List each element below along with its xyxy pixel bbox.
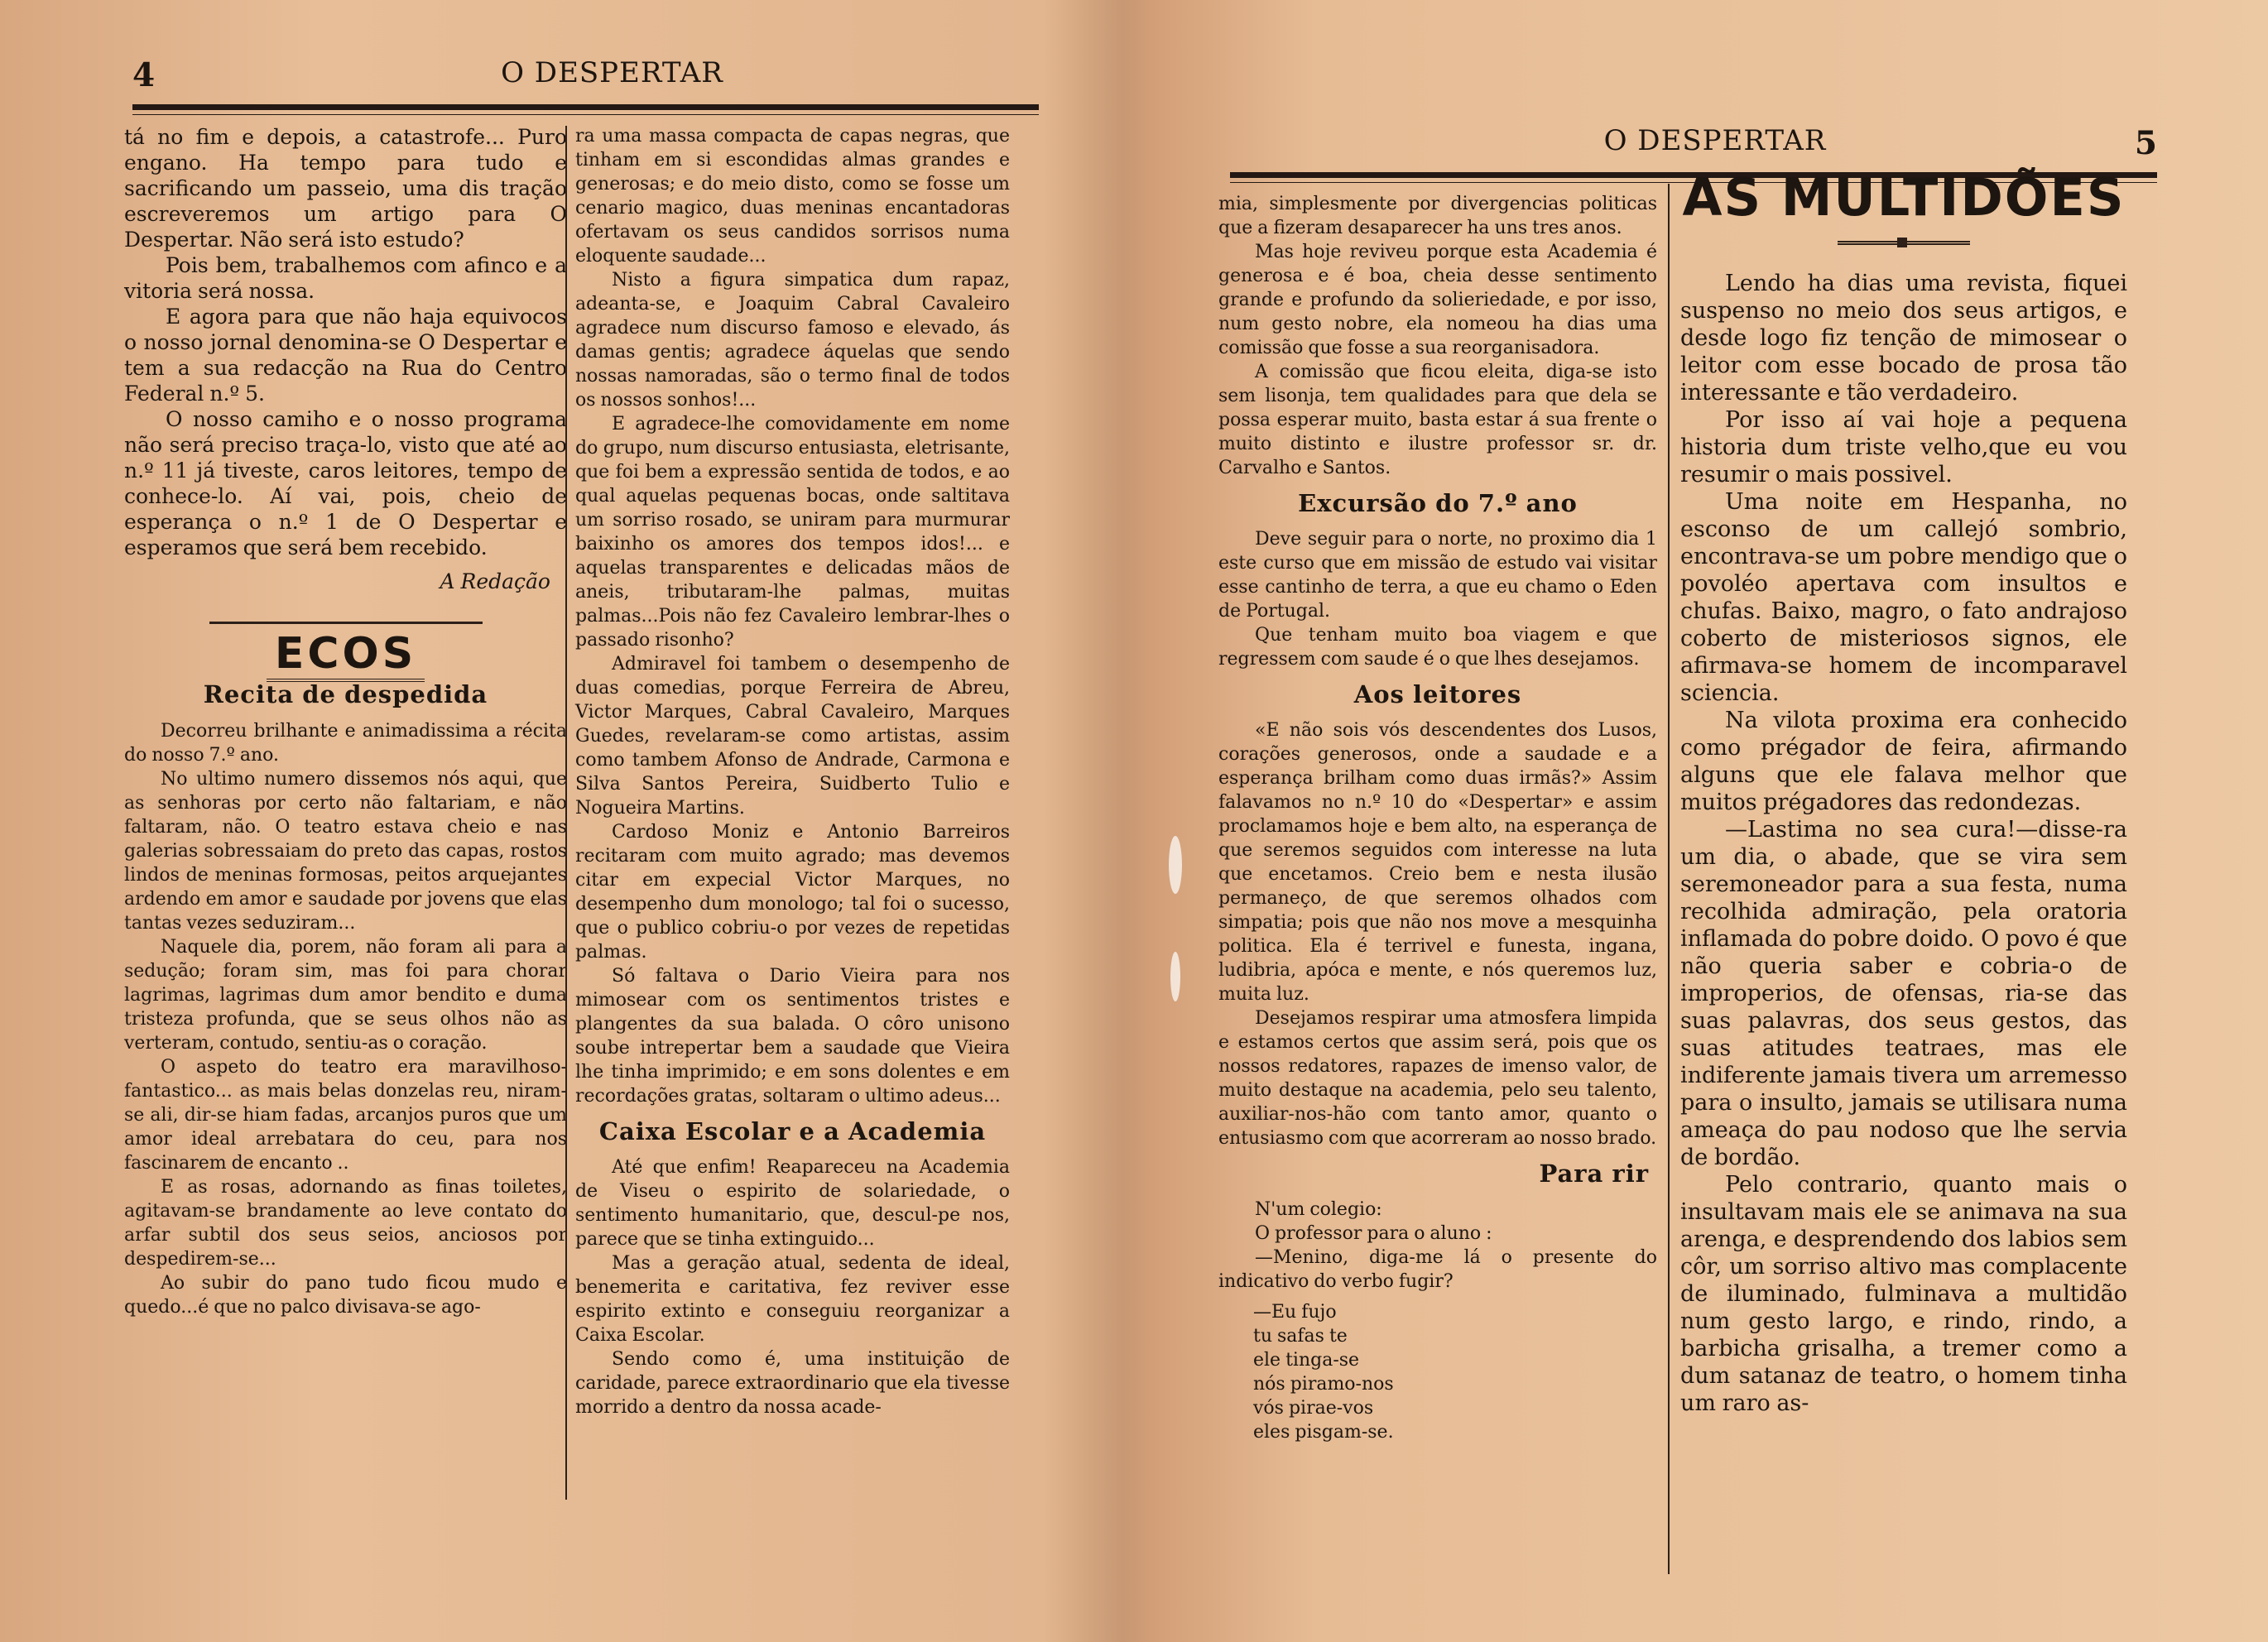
subhead: Aos leitores	[1353, 680, 1522, 708]
paper-wear	[1169, 836, 1182, 894]
right-page-column-1	[1218, 192, 1657, 1444]
title-ornament	[1680, 224, 2127, 252]
paragraph: O nosso camiho e o nosso programa não será preciso traça-lo, visto que até ao n.º 11 já tiveste, caros leitores, tempo de conhece-lo. Aí vai, pois, cheio de esperança o n.º 1 de O Despertar e esperamos que será bem recebido.	[124, 407, 567, 559]
paragraph: Deve seguir para o norte, no proximo dia 1 este curso que em missão de estudo vai visitar esse cantinho de terra, a que eu chamo o Eden de Portugal.	[1218, 529, 1657, 622]
paragraph: E as rosas, adornando as finas toiletes, agitavam-se brandamente ao leve contato do arfar subtil dos seus seios, anciosos por despedirem-se...	[124, 1177, 567, 1270]
paragraph: Até que enfim! Reapareceu na Academia de Viseu o espirito de solariedade, o sentimento humanitario, que, descul-pe nos, parece que se tinha extinguido...	[575, 1157, 1010, 1250]
paragraph: Mas hoje reviveu porque esta Academia é generosa e é boa, cheia desse sentimento grande e profundo da solieriedade, e por isso, num gesto nobre, ela nomeou ha dias uma comissão que fosse a sua reorganisadora.	[1218, 242, 1657, 358]
paragraph: Mas a geração atual, sedenta de ideal, benemerita e caritativa, fez reviver esse espirito extinto e conseguiu reorganizar a Caixa Escolar.	[575, 1253, 1010, 1346]
left-page-column-1	[124, 124, 567, 1319]
paragraph: tá no fim e depois, a catastrofe... Puro engano. Ha tempo para tudo e sacrificando um passeio, uma dis tração escreveremos um artigo para O Despertar. Não será isto estudo?	[124, 125, 567, 252]
left-page-header	[132, 56, 1039, 114]
paragraph: Pois bem, trabalhemos com afinco e a vitoria será nossa.	[124, 253, 567, 303]
subhead: Recita de despedida	[203, 680, 488, 708]
poem-line: —Eu fujo	[1253, 1302, 1337, 1323]
paragraph: E agora para que não haja equivocos o nosso jornal denomina-se O Despertar e tem a sua redacção na Rua do Centro Federal n.º 5.	[124, 305, 567, 406]
paragraph: E agradece-lhe comovidamente em nome do grupo, num discurso entusiasta, eletrisante, que foi bem a expressão sentida de todos, e ao qual aquelas pequenas bocas, onde saltitava um sorriso rosado, se uniram para murmurar baixinho os amores dos tempos idos!... e aquelas transparentes e delicadas mãos de aneis, tributaram-lhe palmas, muitas palmas...Pois não fez Cavaleiro lembrar-lhes o passado risonho?	[575, 414, 1010, 651]
section-title	[124, 629, 567, 679]
subhead: Excursão do 7.º ano	[1298, 489, 1578, 517]
header-rule	[132, 104, 1039, 110]
paragraph: Ao subir do pano tudo ficou mudo e quedo...é que no palco divisava-se ago-	[124, 1273, 567, 1318]
page-number: 4	[132, 56, 156, 94]
article-recita	[124, 719, 567, 1319]
poem-line: tu safas te	[1253, 1326, 1348, 1347]
signature: A Redação	[440, 569, 550, 593]
paragraph: Pelo contrario, quanto mais o insultavam mais ele se animava na sua arenga, e desprendendo dos labios sem côr, um sorriso altivo mas complacente de iluminado, fulminava a multidão num gesto largo, e rindo, rindo, a barbicha grisalha, a tremer como a dum satanaz de teatro, o homem tinha um raro as-	[1680, 1172, 2127, 1416]
page-number: 5	[2134, 124, 2157, 162]
paragraph: A comissão que ficou eleita, diga-se isto sem lisonja, tem qualidades para que dela se possa esperar muito, basta estar á sua frente o muito distinto e ilustre professor sr. dr. Carvalho e Santos.	[1218, 362, 1657, 478]
paragraph: Nisto a figura simpatica dum rapaz, adeanta-se, e Joaquim Cabral Cavaleiro agradece num discurso famoso e elevado, ás damas gentis; agradece áquelas que sendo nossas namoradas, são o termo final de todos os nossos sonhos!...	[575, 270, 1010, 410]
flourish-divider	[124, 604, 567, 630]
column-divider	[565, 126, 567, 1500]
paragraph: Decorreu brilhante e animadissima a récita do nosso 7.º ano.	[124, 721, 567, 766]
subhead: Para rir	[1539, 1159, 1649, 1188]
article-title: AS MULTIDÕES	[1682, 167, 2126, 228]
poem-line: eles pisgam-se.	[1253, 1422, 1394, 1443]
paragraph: —Lastima no sea cura!—disse-ra um dia, o abade, que se vira sem seremoneador para a sua festa, numa recolhida admiração, pela oratoria inflamada do pobre doido. O povo é que não queria saber e cobria-o de improperios, de ofensas, ria-se das suas palavras, dos seus gestos, das suas atitudes teatraes, mas ele indiferente jamais tivera um arremesso para o insulto, jamais se utilisara numa ameaça do pau nodoso que lhe servia de bordão.	[1680, 817, 2127, 1170]
paragraph: Só faltava o Dario Vieira para nos mimosear com os sentimentos tristes e plangentes da sua balada. O côro unisono soube intrepertar bem a saudade que Vieira lhe tinha imprimido; e em sons dolentes e em recordações gratas, soltaram o ultimo adeus...	[575, 966, 1010, 1107]
paragraph: Naquele dia, porem, não foram ali para a sedução; foram sim, mas foi para chorar lagrimas, lagrimas dum amor bendito e duma tristeza profunda, que se seus olhos não as verteram, contudo, sentiu-as o coração.	[124, 937, 567, 1054]
poem-line: nós piramo-nos	[1253, 1374, 1394, 1395]
masthead: O DESPERTAR	[1603, 124, 1827, 157]
poem	[1253, 1300, 1657, 1444]
paragraph: Cardoso Moniz e Antonio Barreiros recitaram com muito agrado; mas devemos citar em expecial Victor Marques, no desempenho dum monologo; tal foi o sucesso, que o publico cobriu-o por vezes de repetidas palmas.	[575, 822, 1010, 963]
paragraph: O aspeto do teatro era maravilhoso-fantastico... as mais belas donzelas reu, niram-se ali, dir-se hiam fadas, arcanjos puros que um amor ideal arrebatara do ceu, para nos fascinarem de encanto ..	[124, 1057, 567, 1174]
paper-wear	[1170, 952, 1180, 1001]
paragraph: Sendo como é, uma instituição de caridade, parece extraordinario que ela tivesse morrido a dentro da nossa acade-	[575, 1349, 1010, 1418]
paragraph: Que tenham muito boa viagem e que regressem com saude é o que lhes desejamos.	[1218, 625, 1657, 670]
paragraph: Uma noite em Hespanha, no esconso de um callejó sombrio, encontrava-se um pobre mendigo que o povoléo apertava com insultos e chufas. Baixo, magro, o fato andrajoso coberto de misteriosos signos, ele afirmava-se homem de incomparavel sciencia.	[1680, 489, 2127, 706]
paragraph: O professor para o aluno :	[1255, 1223, 1492, 1244]
paragraph: No ultimo numero dissemos nós aqui, que as senhoras por certo não faltariam, e não faltaram, não. O teatro estava cheio e nas galerias sobressaiam do preto das capas, rostos lindos de meninas formosas, peitos arquejantes ardendo em amor e saudade por jovens que elas tantas vezes seduziram...	[124, 769, 567, 934]
right-page-column-2	[1680, 167, 2127, 1417]
paragraph: Lendo ha dias uma revista, fiquei suspenso no meio dos seus artigos, e desde logo fiz tenção de mimosear o leitor com esse bocado de prosa tão interessante e tão verdadeiro.	[1680, 271, 2127, 406]
paragraph: Por isso aí vai hoje a pequena historia dum triste velho,que eu vou resumir o mais possivel.	[1680, 407, 2127, 487]
paragraph: —Menino, diga-me lá o presente do indicativo do verbo fugir?	[1218, 1247, 1657, 1292]
paragraph: Na vilota proxima era conhecido como prégador de feira, afirmando alguns que ele falava melhor que muitos prégadores das redondezas.	[1680, 708, 2127, 815]
paragraph: Desejamos respirar uma atmosfera limpida e estamos certos que assim será, pois que os nossos redatores, rapazes de imenso valor, de muito destaque na academia, pelo seu talento, auxiliar-nos-hão com tanto amor, quanto o entusiasmo com que acorreram ao nosso brado.	[1218, 1008, 1657, 1149]
masthead: O DESPERTAR	[501, 56, 723, 89]
right-page	[1151, 0, 2268, 1642]
poem-line: ele tinga-se	[1253, 1350, 1360, 1371]
paragraph: N'um colegio:	[1255, 1199, 1382, 1220]
paragraph: mia, simplesmente por divergencias politicas que a fizeram desaparecer ha uns tres anos.	[1218, 194, 1657, 238]
subhead: Caixa Escolar e a Academia	[598, 1117, 987, 1145]
left-page	[0, 0, 1117, 1642]
section-title-text: ECOS	[267, 629, 425, 682]
paragraph: ra uma massa compacta de capas negras, que tinham em si escondidas almas grandes e generosas; e do meio disto, como se fosse um cenario magico, duas meninas encantadoras ofertavam os seus candidos sorrisos numa eloquente saudade...	[575, 126, 1010, 266]
paragraph: «E não sois vós descendentes dos Lusos, corações generosos, onde a saudade e a esperança brilham como duas irmãs?» Assim falavamos no n.º 10 do «Despertar» e assim proclamamos hoje e bem alto, na esperança de que seremos seguidos com interesse na luta que encetamos. Creio bem e nesta ilusão permaneço, de que seremos olhados com simpatia; pois que não nos move a mesquinha politica. Ela é terrivel e funesta, ingana, ludibria, apóca e mente, e nós queremos luz, muita luz.	[1218, 720, 1657, 1005]
left-page-column-2	[575, 124, 1010, 1419]
poem-line: vós pirae-vos	[1253, 1398, 1374, 1419]
column-divider	[1668, 184, 1670, 1574]
paragraph: Admiravel foi tambem o desempenho de duas comedias, porque Ferreira de Abreu, Victor Marques, Cabral Cavaleiro, Marques Guedes, revelaram-se como artistas, assim como tambem Afonso de Andrade, Carmona e Silva Santos Pereira, Suidberto Tulio e Nogueira Martins.	[575, 654, 1010, 819]
